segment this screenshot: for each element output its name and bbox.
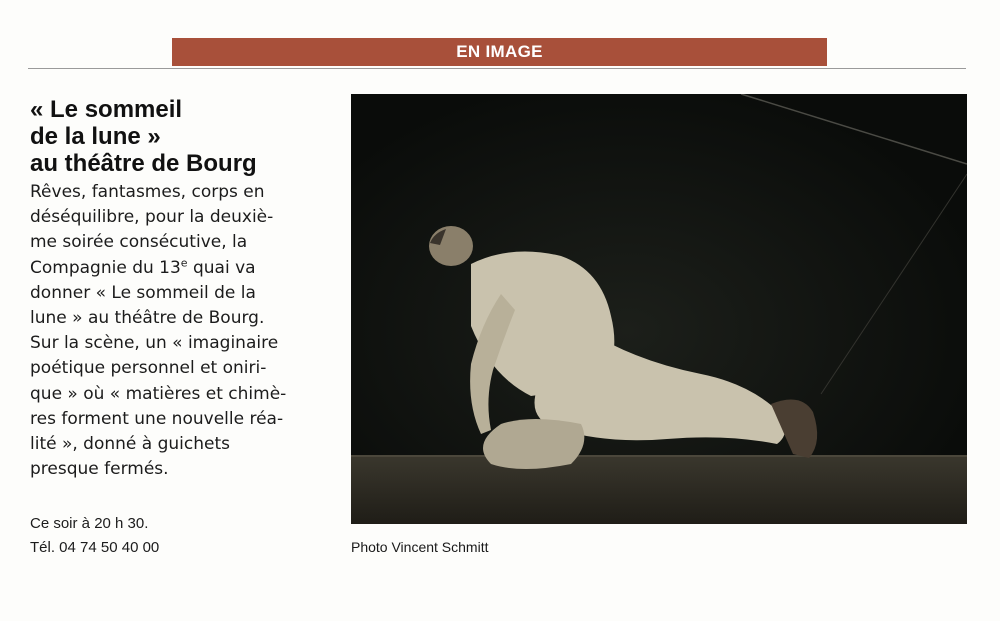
photo-caption: Photo Vincent Schmitt [351,539,489,555]
ordinal-suffix: e [180,255,188,269]
practical-info [30,512,330,560]
body-line: donner « Le sommeil de la [30,282,256,303]
article-body [30,180,330,482]
body-line: me soirée consécutive, la [30,232,248,253]
dancer-photo [351,94,967,524]
phone-text: Tél. 04 74 50 40 00 [30,539,160,556]
article-headline [30,96,340,177]
body-line: Sur la scène, un « imaginaire [30,333,279,354]
body-line: res forment une nouvelle réa- [30,408,284,429]
section-banner: EN IMAGE [172,38,827,66]
body-line: lune » au théâtre de Bourg. [30,308,265,329]
headline-line: au théâtre de Bourg [30,150,257,177]
body-line-company-text: Compagnie du 13 [30,257,181,278]
headline-line: de la lune » [30,123,161,150]
body-line-company-end: quai va [187,257,256,278]
headline-line: « Le sommeil [30,96,183,123]
body-line: déséquilibre, pour la deuxiè- [30,207,274,228]
body-line: Rêves, fantasmes, corps en [30,182,265,202]
stage-floor [351,456,967,524]
schedule-text: Ce soir à 20 h 30. [30,515,149,532]
body-line: que » où « matières et chimè- [30,383,287,404]
body-line: poétique personnel et oniri- [30,358,267,379]
body-line: lité », donné à guichets [30,434,230,455]
dancer-illustration [351,94,967,524]
divider-rule [28,68,966,69]
body-line-company [30,256,330,281]
body-line: presque fermés. [30,459,169,480]
